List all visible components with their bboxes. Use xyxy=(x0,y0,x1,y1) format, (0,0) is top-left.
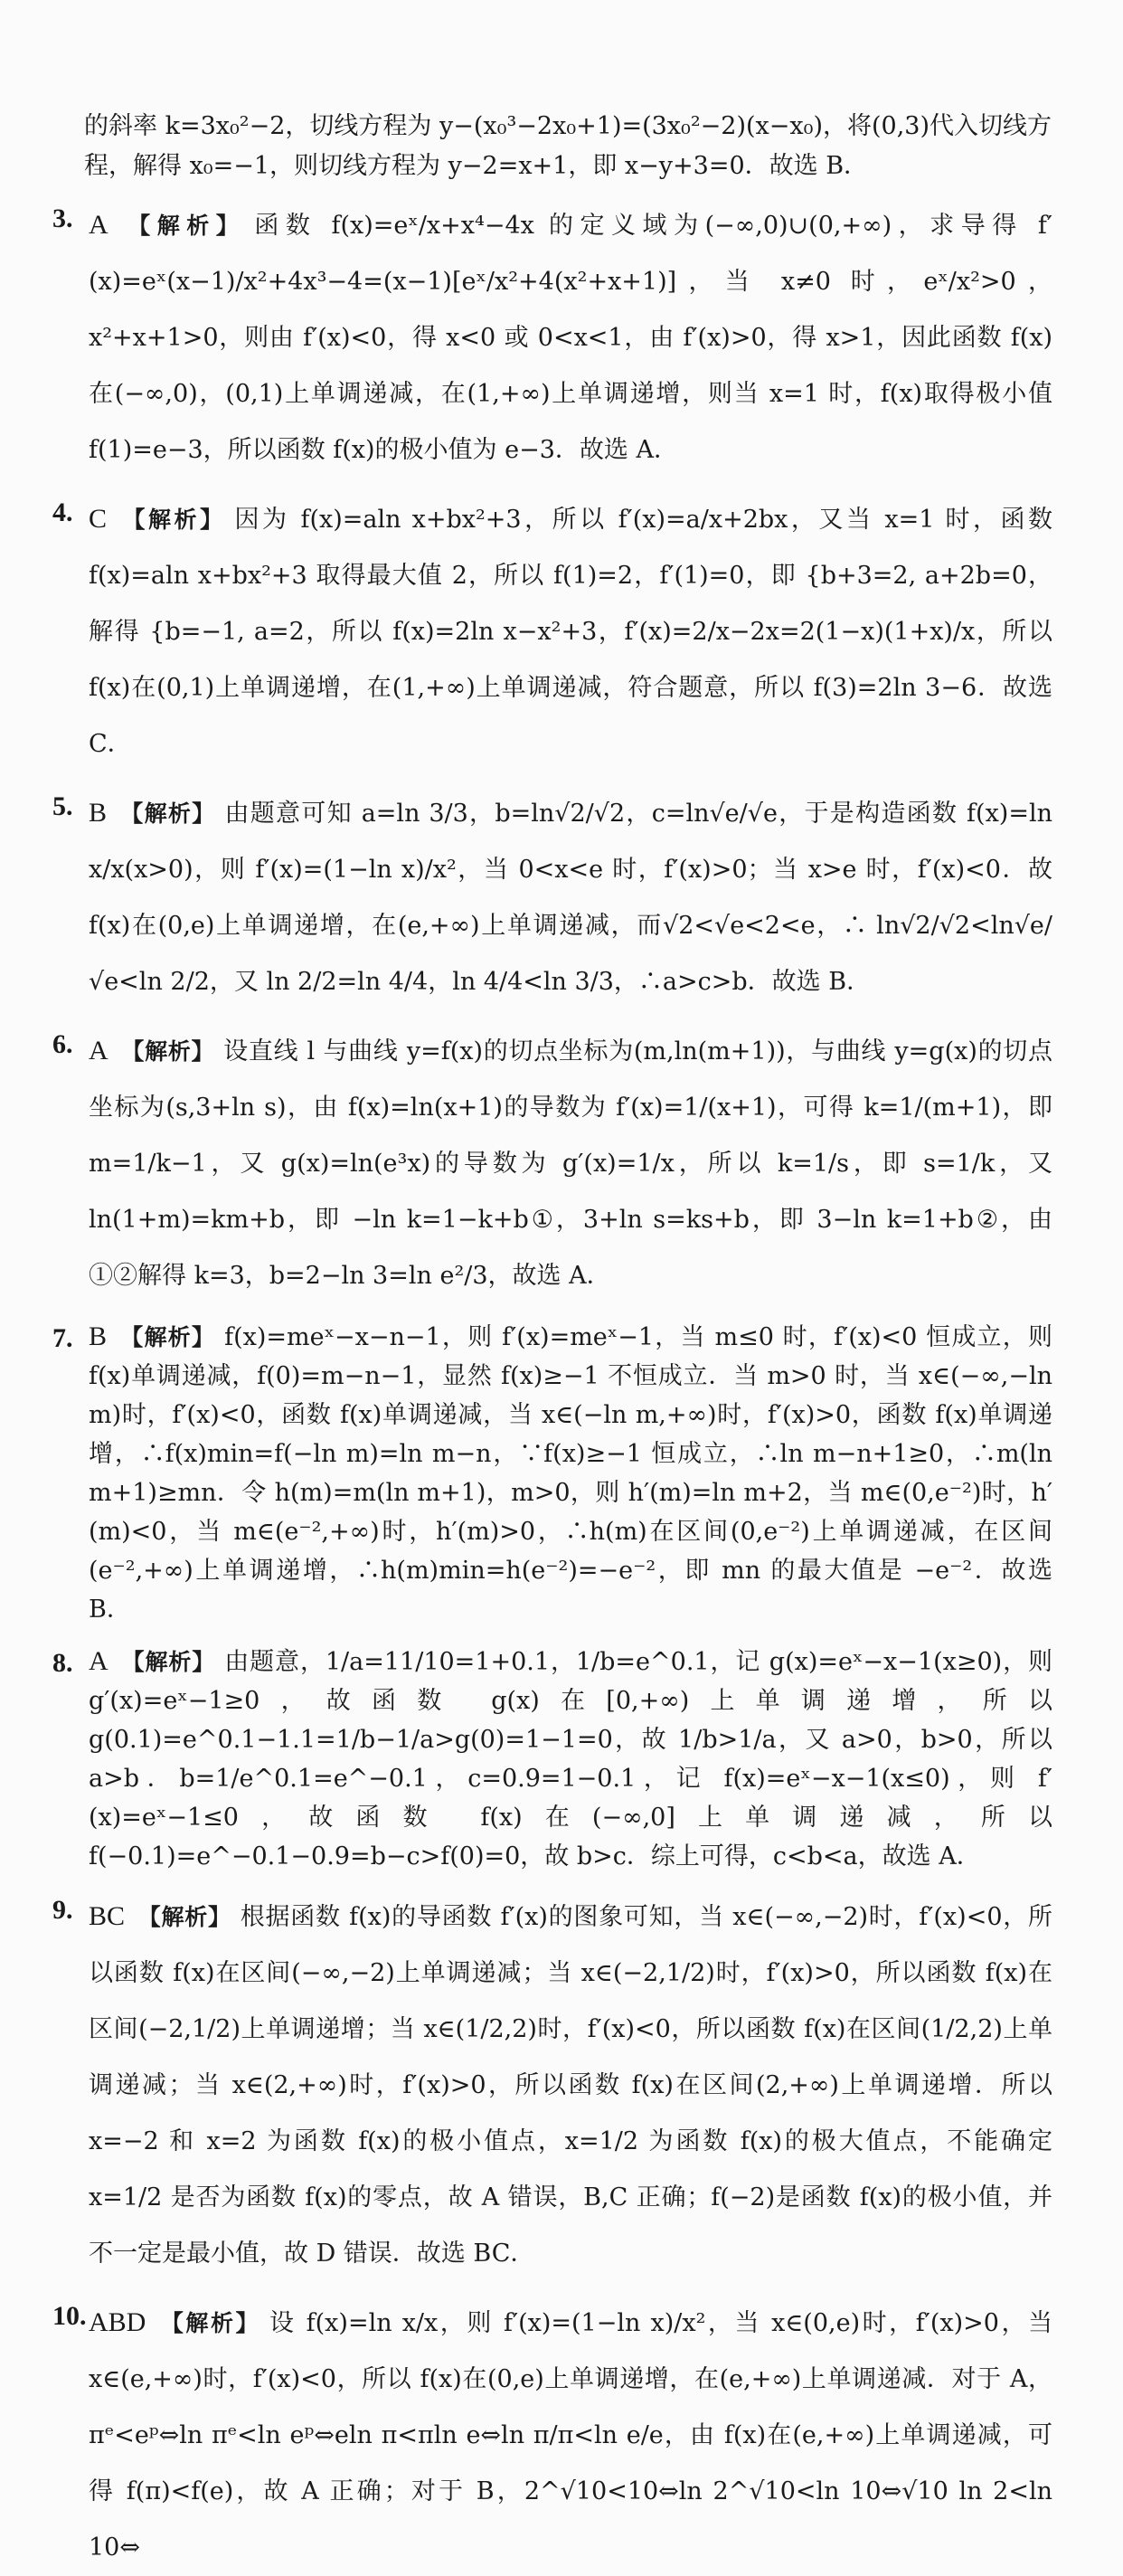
answer-label: C xyxy=(89,504,108,534)
analysis-tag: 【解析】 xyxy=(120,1038,215,1065)
answer-label: A xyxy=(89,210,109,240)
analysis-tag: 【解析】 xyxy=(119,507,226,533)
analysis-tag: 【解析】 xyxy=(158,2310,261,2336)
answer-label: A xyxy=(89,1646,109,1676)
item-number: 8. xyxy=(52,1648,73,1678)
item-number: 10. xyxy=(52,2301,87,2331)
analysis-tag: 【解析】 xyxy=(120,1649,216,1675)
solution-item-6 xyxy=(52,1023,1052,1304)
solution-text: 因为 f(x)=aln x+bx²+3，所以 f′(x)=a/x+2bx，又当 x=1 时，函数 f(x)=aln x+bx²+3 取得最大值 2，所以 f(1)=2，f′(1)=0，即 {b+3=2, a+2b=0，解得 {b=−1, a=2，所以 f(x)=2ln x−x²+3，f′(x)=2/x−2x=2(1−x)(1+x)/x，所以 f(x)在(0,1)上单调递增，在(1,+∞)上单调递减，符合题意，所以 f(3)=2ln 3−6．故选 C． xyxy=(89,506,1052,758)
solution-item-4 xyxy=(52,491,1052,772)
item-number: 5. xyxy=(52,791,73,821)
answer-label: ABD xyxy=(89,2307,146,2337)
solution-item-9 xyxy=(52,1889,1052,2282)
solution-text: 根据函数 f(x)的导函数 f′(x)的图象可知，当 x∈(−∞,−2)时，f′(x)<0，所以函数 f(x)在区间(−∞,−2)上单调递减；当 x∈(−2,1/2)时，f′(x)>0，所以函数 f(x)在区间(−2,1/2)上单调递增；当 x∈(1/2,2)时，f′(x)<0，所以函数 f(x)在区间(1/2,2)上单调递减；当 x∈(2,+∞)时，f′(x)>0，所以函数 f(x)在区间(2,+∞)上单调递增．所以 x=−2 和 x=2 为函数 f(x)的极小值点，x=1/2 为函数 f(x)的极大值点，不能确定 x=1/2 是否为函数 f(x)的零点，故 A 错误，B,C 正确；f(−2)是函数 f(x)的极小值，并不一定是最小值，故 D 错误．故选 BC． xyxy=(89,1903,1052,2268)
solution-item-10 xyxy=(52,2295,1052,2576)
solution-text: f(x)=meˣ−x−n−1，则 f′(x)=meˣ−1，当 m≤0 时，f′(x)<0 恒成立，则 f(x)单调递减，f(0)=m−n−1，显然 f(x)≥−1 不恒成立．当 m>0 时，当 x∈(−∞,−ln m)时，f′(x)<0，函数 f(x)单调递减，当 x∈(−ln m,+∞)时，f′(x)>0，函数 f(x)单调递增，∴f(x)min=f(−ln m)=ln m−n，∵f(x)≥−1 恒成立，∴ln m−n+1≥0，∴m(ln m+1)≥mn．令 h(m)=m(ln m+1)，m>0，则 h′(m)=ln m+2，当 m∈(0,e⁻²)时，h′(m)<0，当 m∈(e⁻²,+∞)时，h′(m)>0，∴h(m)在区间(0,e⁻²)上单调递减，在区间(e⁻²,+∞)上单调递增，∴h(m)min=h(e⁻²)=−e⁻²，即 mn 的最大值是 −e⁻²．故选 B． xyxy=(89,1323,1052,1624)
solution-item-8 xyxy=(52,1642,1052,1876)
item-number: 7. xyxy=(52,1323,73,1353)
solution-item-3 xyxy=(52,197,1052,478)
solution-text: 设直线 l 与曲线 y=f(x)的切点坐标为(m,ln(m+1))，与曲线 y=g(x)的切点坐标为(s,3+ln s)，由 f(x)=ln(x+1)的导数为 f′(x)=1/(x+1)，可得 k=1/(m+1)，即 m=1/k−1，又 g(x)=ln(e³x)的导数为 g′(x)=1/x，所以 k=1/s，即 s=1/k，又 ln(1+m)=km+b，即 −ln k=1−k+b①，3+ln s=ks+b，即 3−ln k=1+b②，由①②解得 k=3，b=2−ln 3=ln e²/3，故选 A． xyxy=(89,1037,1052,1290)
answer-label: B xyxy=(89,798,108,828)
item-number: 4. xyxy=(52,497,73,527)
solution-item-5 xyxy=(52,785,1052,1010)
analysis-tag: 【解析】 xyxy=(120,213,246,239)
analysis-tag: 【解析】 xyxy=(137,1904,231,1930)
solution-item-7 xyxy=(52,1317,1052,1629)
item-number: 6. xyxy=(52,1029,73,1059)
answer-label: BC xyxy=(89,1901,126,1931)
solution-text: 设 f(x)=ln x/x，则 f′(x)=(1−ln x)/x²，当 x∈(0,e)时，f′(x)>0，当 x∈(e,+∞)时，f′(x)<0，所以 f(x)在(0,e)上单调递增，在(e,+∞)上单调递减．对于 A，πᵉ<eᵖ⇔ln πᵉ<ln eᵖ⇔eln π<πln e⇔ln π/π<ln e/e，由 f(x)在(e,+∞)上单调递减，可得 f(π)<f(e)，故 A 正确；对于 B，2^√10<10⇔ln 2^√10<ln 10⇔√10 ln 2<ln 10⇔ xyxy=(89,2309,1052,2562)
analysis-tag: 【解析】 xyxy=(119,1324,216,1350)
solution-text: 由题意，1/a=11/10=1+0.1，1/b=e^0.1，记 g(x)=eˣ−x−1(x≥0)，则 g′(x)=eˣ−1≥0，故函数 g(x)在[0,+∞)上单调递增，所以 g(0.1)=e^0.1−1.1=1/b−1/a>g(0)=1−1=0，故 1/b>1/a，又 a>0，b>0，所以 a>b．b=1/e^0.1=e^−0.1，c=0.9=1−0.1，记 f(x)=eˣ−x−1(x≤0)，则 f′(x)=eˣ−1≤0，故函数 f(x)在(−∞,0]上单调递减，所以 f(−0.1)=e^−0.1−0.9=b−c>f(0)=0，故 b>c．综上可得，c<b<a，故选 A． xyxy=(89,1648,1052,1870)
answer-label: A xyxy=(89,1036,109,1065)
intro-paragraph: 的斜率 k=3x₀²−2，切线方程为 y−(x₀³−2x₀+1)=(3x₀²−2)(x−x₀)，将(0,3)代入切线方程，解得 x₀=−1，则切线方程为 y−2=x+1，即 x−y+3=0．故选 B． xyxy=(84,112,1052,180)
item-number: 9. xyxy=(52,1895,73,1925)
answer-label: B xyxy=(89,1321,108,1351)
item-number: 3. xyxy=(52,204,73,233)
solution-text: 由题意可知 a=ln 3/3，b=ln√2/√2，c=ln√e/√e，于是构造函数 f(x)=ln x/x(x>0)，则 f′(x)=(1−ln x)/x²，当 0<x<e 时，f′(x)>0；当 x>e 时，f′(x)<0．故 f(x)在(0,e)上单调递增，在(e,+∞)上单调递减，而√2<√e<2<e，∴ ln√2/√2<ln√e/√e<ln 2/2，又 ln 2/2=ln 4/4，ln 4/4<ln 3/3，∴a>c>b．故选 B． xyxy=(89,800,1052,996)
analysis-tag: 【解析】 xyxy=(119,800,216,827)
solution-text: 函数 f(x)=eˣ/x+x⁴−4x 的定义域为(−∞,0)∪(0,+∞)，求导得 f′(x)=eˣ(x−1)/x²+4x³−4=(x−1)[eˣ/x²+4(x²+x+1)]，当 x≠0 时，eˣ/x²>0，x²+x+1>0，则由 f′(x)<0，得 x<0 或 0<x<1，由 f′(x)>0，得 x>1，因此函数 f(x)在(−∞,0)，(0,1)上单调递减，在(1,+∞)上单调递增，则当 x=1 时，f(x)取得极小值 f(1)=e−3，所以函数 f(x)的极小值为 e−3．故选 A． xyxy=(89,212,1052,464)
